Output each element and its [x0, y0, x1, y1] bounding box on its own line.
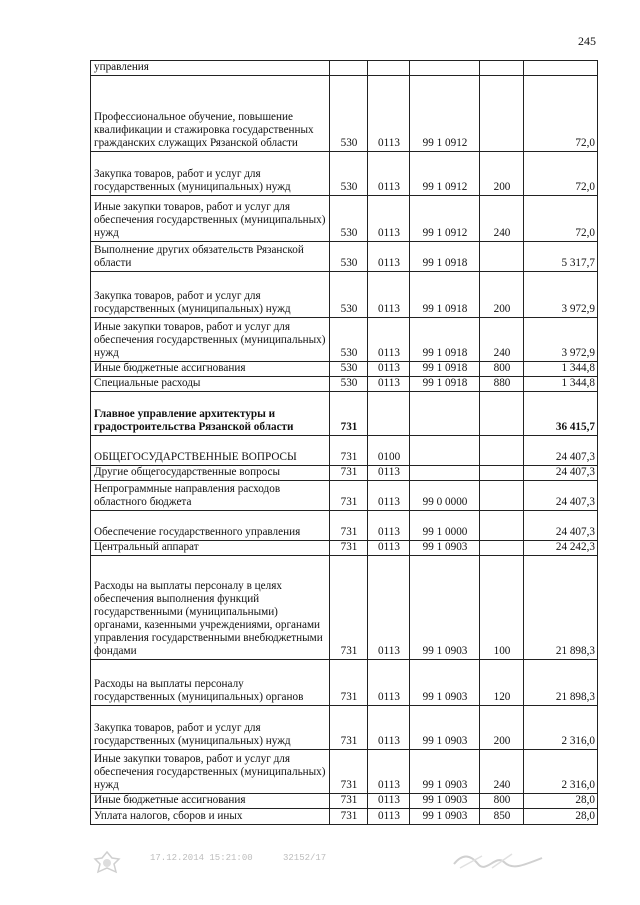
table-row [91, 318, 598, 362]
table-row [91, 794, 598, 809]
row-expense-type-cell [480, 436, 524, 466]
row-section-cell: 0113 [368, 706, 410, 750]
row-article-cell: 99 1 0918 [410, 242, 480, 272]
row-name-cell: Центральный аппарат [91, 541, 330, 556]
table-row [91, 272, 598, 318]
row-name-cell: Непрограммные направления расходов областного бюджета [91, 481, 330, 511]
row-admin-code-cell: 530 [330, 362, 368, 377]
row-amount-cell: 1 344,8 [524, 362, 598, 377]
row-article-cell: 99 1 0918 [410, 318, 480, 362]
row-amount-cell: 24 242,3 [524, 541, 598, 556]
row-amount-cell: 2 316,0 [524, 706, 598, 750]
row-article-cell: 99 1 0918 [410, 362, 480, 377]
row-section-cell: 0113 [368, 76, 410, 152]
table-row [91, 392, 598, 436]
row-section-cell [368, 392, 410, 436]
row-admin-code-cell: 530 [330, 196, 368, 242]
row-expense-type-cell [480, 76, 524, 152]
row-admin-code-cell: 731 [330, 556, 368, 660]
row-expense-type-cell [480, 61, 524, 76]
row-expense-type-cell [480, 541, 524, 556]
row-amount-cell: 72,0 [524, 152, 598, 196]
row-name-cell: Обеспечение государственного управления [91, 511, 330, 541]
row-admin-code-cell: 731 [330, 706, 368, 750]
row-section-cell: 0100 [368, 436, 410, 466]
row-article-cell: 99 1 0918 [410, 272, 480, 318]
row-section-cell: 0113 [368, 272, 410, 318]
table-row [91, 660, 598, 706]
row-amount-cell: 28,0 [524, 809, 598, 825]
table-row [91, 61, 598, 76]
row-section-cell: 0113 [368, 481, 410, 511]
row-expense-type-cell: 240 [480, 318, 524, 362]
row-article-cell [410, 466, 480, 481]
row-amount-cell: 1 344,8 [524, 377, 598, 392]
row-amount-cell: 72,0 [524, 196, 598, 242]
table-row [91, 152, 598, 196]
table-row [91, 466, 598, 481]
row-admin-code-cell: 530 [330, 152, 368, 196]
row-section-cell: 0113 [368, 750, 410, 794]
table-row [91, 541, 598, 556]
row-article-cell: 99 1 0903 [410, 706, 480, 750]
row-expense-type-cell [480, 466, 524, 481]
row-name-cell: Другие общегосударственные вопросы [91, 466, 330, 481]
row-expense-type-cell: 240 [480, 196, 524, 242]
row-amount-cell: 3 972,9 [524, 318, 598, 362]
footer-document-number: 32152/17 [283, 853, 327, 863]
row-admin-code-cell: 731 [330, 436, 368, 466]
page-number: 245 [578, 34, 596, 48]
row-admin-code-cell: 731 [330, 392, 368, 436]
table-row [91, 511, 598, 541]
row-admin-code-cell: 731 [330, 660, 368, 706]
row-amount-cell: 24 407,3 [524, 481, 598, 511]
row-section-cell: 0113 [368, 660, 410, 706]
row-section-cell: 0113 [368, 318, 410, 362]
row-expense-type-cell: 120 [480, 660, 524, 706]
row-article-cell: 99 1 0912 [410, 152, 480, 196]
row-section-cell: 0113 [368, 809, 410, 825]
row-name-cell: Иные бюджетные ассигнования [91, 794, 330, 809]
row-name-cell: Специальные расходы [91, 377, 330, 392]
table-row [91, 362, 598, 377]
row-name-cell: Иные закупки товаров, работ и услуг для обеспечения государственных (муниципальных) нужд [91, 196, 330, 242]
row-name-cell: управления [91, 61, 330, 76]
row-name-cell: Расходы на выплаты персоналу в целях обеспечения выполнения функций государственными (муниципальными) органами, казенными учреждениями, органами управления государственными внебюджетными фондами [91, 556, 330, 660]
row-section-cell: 0113 [368, 511, 410, 541]
row-expense-type-cell: 200 [480, 152, 524, 196]
row-article-cell: 99 1 0903 [410, 556, 480, 660]
row-amount-cell: 28,0 [524, 794, 598, 809]
row-admin-code-cell: 731 [330, 511, 368, 541]
row-article-cell: 99 1 0912 [410, 196, 480, 242]
table-row [91, 481, 598, 511]
row-section-cell: 0113 [368, 541, 410, 556]
table-row [91, 750, 598, 794]
row-admin-code-cell: 530 [330, 242, 368, 272]
row-section-cell: 0113 [368, 466, 410, 481]
row-expense-type-cell: 100 [480, 556, 524, 660]
row-section-cell: 0113 [368, 242, 410, 272]
table-row [91, 196, 598, 242]
row-amount-cell: 5 317,7 [524, 242, 598, 272]
row-name-cell: Закупка товаров, работ и услуг для государственных (муниципальных) нужд [91, 152, 330, 196]
table-row [91, 377, 598, 392]
row-admin-code-cell [330, 61, 368, 76]
row-name-cell: Уплата налогов, сборов и иных [91, 809, 330, 825]
row-article-cell: 99 1 0903 [410, 794, 480, 809]
row-name-cell: Профессиональное обучение, повышение квалификации и стажировка государственных гражданских служащих Рязанской области [91, 76, 330, 152]
row-section-cell: 0113 [368, 794, 410, 809]
row-expense-type-cell [480, 511, 524, 541]
stamp-mark-icon [452, 850, 544, 870]
row-admin-code-cell: 731 [330, 809, 368, 825]
row-amount-cell: 24 407,3 [524, 511, 598, 541]
row-article-cell: 99 1 0000 [410, 511, 480, 541]
row-admin-code-cell: 731 [330, 794, 368, 809]
row-admin-code-cell: 731 [330, 541, 368, 556]
emblem-seal-icon [92, 850, 122, 876]
table-row [91, 436, 598, 466]
row-section-cell: 0113 [368, 152, 410, 196]
row-expense-type-cell [480, 392, 524, 436]
row-expense-type-cell: 800 [480, 794, 524, 809]
row-amount-cell: 21 898,3 [524, 660, 598, 706]
row-expense-type-cell: 850 [480, 809, 524, 825]
table-row [91, 706, 598, 750]
row-expense-type-cell: 240 [480, 750, 524, 794]
row-article-cell [410, 392, 480, 436]
row-amount-cell [524, 61, 598, 76]
row-name-cell: Иные бюджетные ассигнования [91, 362, 330, 377]
row-amount-cell: 24 407,3 [524, 436, 598, 466]
row-expense-type-cell [480, 481, 524, 511]
row-expense-type-cell: 800 [480, 362, 524, 377]
row-name-cell: ОБЩЕГОСУДАРСТВЕННЫЕ ВОПРОСЫ [91, 436, 330, 466]
table-row [91, 556, 598, 660]
budget-table [90, 60, 598, 825]
row-expense-type-cell: 200 [480, 272, 524, 318]
row-section-cell: 0113 [368, 362, 410, 377]
row-admin-code-cell: 530 [330, 377, 368, 392]
row-name-cell: Закупка товаров, работ и услуг для государственных (муниципальных) нужд [91, 706, 330, 750]
row-article-cell: 99 1 0903 [410, 660, 480, 706]
row-section-cell [368, 61, 410, 76]
row-amount-cell: 72,0 [524, 76, 598, 152]
row-name-cell: Иные закупки товаров, работ и услуг для обеспечения государственных (муниципальных) нужд [91, 750, 330, 794]
row-article-cell: 99 1 0912 [410, 76, 480, 152]
row-admin-code-cell: 731 [330, 750, 368, 794]
row-amount-cell: 3 972,9 [524, 272, 598, 318]
row-name-cell: Иные закупки товаров, работ и услуг для обеспечения государственных (муниципальных) нужд [91, 318, 330, 362]
table-row [91, 242, 598, 272]
row-article-cell: 99 1 0903 [410, 809, 480, 825]
row-article-cell [410, 61, 480, 76]
row-admin-code-cell: 731 [330, 466, 368, 481]
row-expense-type-cell [480, 242, 524, 272]
row-amount-cell: 21 898,3 [524, 556, 598, 660]
row-section-cell: 0113 [368, 556, 410, 660]
row-admin-code-cell: 530 [330, 76, 368, 152]
row-name-cell: Расходы на выплаты персоналу государственных (муниципальных) органов [91, 660, 330, 706]
row-section-cell: 0113 [368, 196, 410, 242]
table-body [91, 61, 598, 825]
row-name-cell: Выполнение других обязательств Рязанской области [91, 242, 330, 272]
row-amount-cell: 24 407,3 [524, 466, 598, 481]
row-name-cell: Закупка товаров, работ и услуг для государственных (муниципальных) нужд [91, 272, 330, 318]
row-article-cell: 99 0 0000 [410, 481, 480, 511]
row-article-cell [410, 436, 480, 466]
row-expense-type-cell: 880 [480, 377, 524, 392]
row-name-cell: Главное управление архитектуры и градостроительства Рязанской области [91, 392, 330, 436]
row-section-cell: 0113 [368, 377, 410, 392]
row-article-cell: 99 1 0903 [410, 541, 480, 556]
footer-date: 17.12.2014 15:21:00 [150, 853, 253, 863]
row-admin-code-cell: 530 [330, 318, 368, 362]
table-row [91, 809, 598, 825]
table-row [91, 76, 598, 152]
row-amount-cell: 2 316,0 [524, 750, 598, 794]
row-article-cell: 99 1 0903 [410, 750, 480, 794]
row-expense-type-cell: 200 [480, 706, 524, 750]
row-amount-cell: 36 415,7 [524, 392, 598, 436]
row-admin-code-cell: 731 [330, 481, 368, 511]
row-article-cell: 99 1 0918 [410, 377, 480, 392]
row-admin-code-cell: 530 [330, 272, 368, 318]
